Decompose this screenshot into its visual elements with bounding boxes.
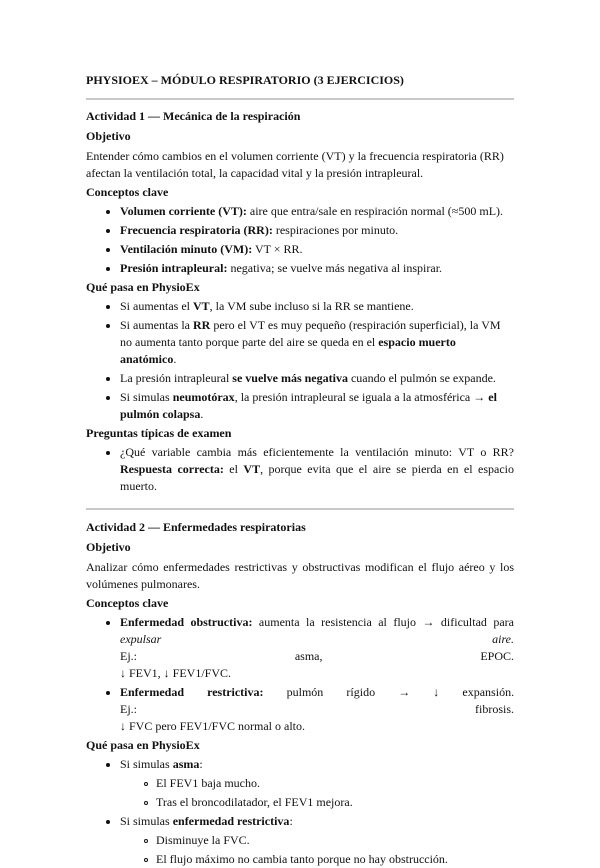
- list-item: Enfermedad restrictiva: pulmón rígido → ↓ expansión. Ej.: fibrosis. ↓ FVC pero FEV1/FVC normal o alto.: [86, 684, 514, 735]
- document-content: [86, 72, 514, 868]
- list-item: La presión intrapleural se vuelve más negativa cuando el pulmón se expande.: [86, 370, 514, 387]
- activity-1-heading: Actividad 1 — Mecánica de la respiración: [86, 109, 301, 123]
- activity-1-physioex-list: [86, 298, 514, 423]
- activity-1-concepts-heading: Conceptos clave: [86, 185, 169, 199]
- activity-1-objective-heading: Objetivo: [86, 129, 131, 143]
- activity-2-heading: Actividad 2 — Enfermedades respiratorias: [86, 520, 306, 534]
- list-item: Si aumentas la RR pero el VT es muy pequeño (respiración superficial), la VM no aumenta tanto porque parte del aire se queda en el espacio muerto anatómico.: [86, 317, 514, 368]
- list-item: Ventilación minuto (VM): VT × RR.: [86, 241, 514, 258]
- list-item: Volumen corriente (VT): aire que entra/sale en respiración normal (≈500 mL).: [86, 203, 514, 220]
- sub-list-item: El flujo máximo no cambia tanto porque no hay obstrucción.: [86, 851, 514, 868]
- list-item: Si aumentas el VT, la VM sube incluso si la RR se mantiene.: [86, 298, 514, 315]
- activity-2-objective-heading: Objetivo: [86, 540, 131, 554]
- activity-2-concepts-heading: Conceptos clave: [86, 596, 169, 610]
- activity-2-physioex-heading: Qué pasa en PhysioEx: [86, 738, 200, 752]
- sub-list-item: El FEV1 baja mucho.: [86, 775, 514, 792]
- activity-1-exam-questions-list: [86, 444, 514, 495]
- list-item: Enfermedad obstructiva: aumenta la resistencia al flujo → dificultad para expulsar aire. Ej.: asma, EPOC. ↓ FEV1, ↓ FEV1/FVC.: [86, 614, 514, 682]
- activity-2-objective-text: Analizar cómo enfermedades restrictivas y obstructivas modifican el flujo aéreo y los volúmenes pulmonares.: [86, 560, 514, 591]
- activity-2-physioex-list: [86, 756, 514, 868]
- activity-1-objective-text: Entender cómo cambios en el volumen corriente (VT) y la frecuencia respiratoria (RR) afectan la ventilación total, la capacidad vital y la presión intrapleural.: [86, 149, 504, 180]
- activity-1-concepts-list: [86, 203, 514, 277]
- list-item: Si simulas neumotórax, la presión intrapleural se iguala a la atmosférica → el pulmón colapsa.: [86, 389, 514, 423]
- list-item: Frecuencia respiratoria (RR): respiraciones por minuto.: [86, 222, 514, 239]
- activity-2-concepts-list: [86, 614, 514, 735]
- list-item: ¿Qué variable cambia más eficientemente la ventilación minuto: VT o RR? Respuesta correcta: el VT, porque evita que el aire se pierda en el espacio muerto.: [86, 444, 514, 495]
- sub-list-item: Tras el broncodilatador, el FEV1 mejora.: [86, 794, 514, 811]
- document-title: PHYSIOEX – MÓDULO RESPIRATORIO (3 EJERCICIOS): [86, 73, 404, 87]
- sub-list-item: Disminuye la FVC.: [86, 832, 514, 849]
- list-item: Si simulas asma:: [86, 756, 514, 773]
- list-item: Si simulas enfermedad restrictiva:: [86, 813, 514, 830]
- list-item: Presión intrapleural: negativa; se vuelve más negativa al inspirar.: [86, 260, 514, 277]
- activity-1-exam-questions-heading: Preguntas típicas de examen: [86, 426, 232, 440]
- activity-1-physioex-heading: Qué pasa en PhysioEx: [86, 280, 200, 294]
